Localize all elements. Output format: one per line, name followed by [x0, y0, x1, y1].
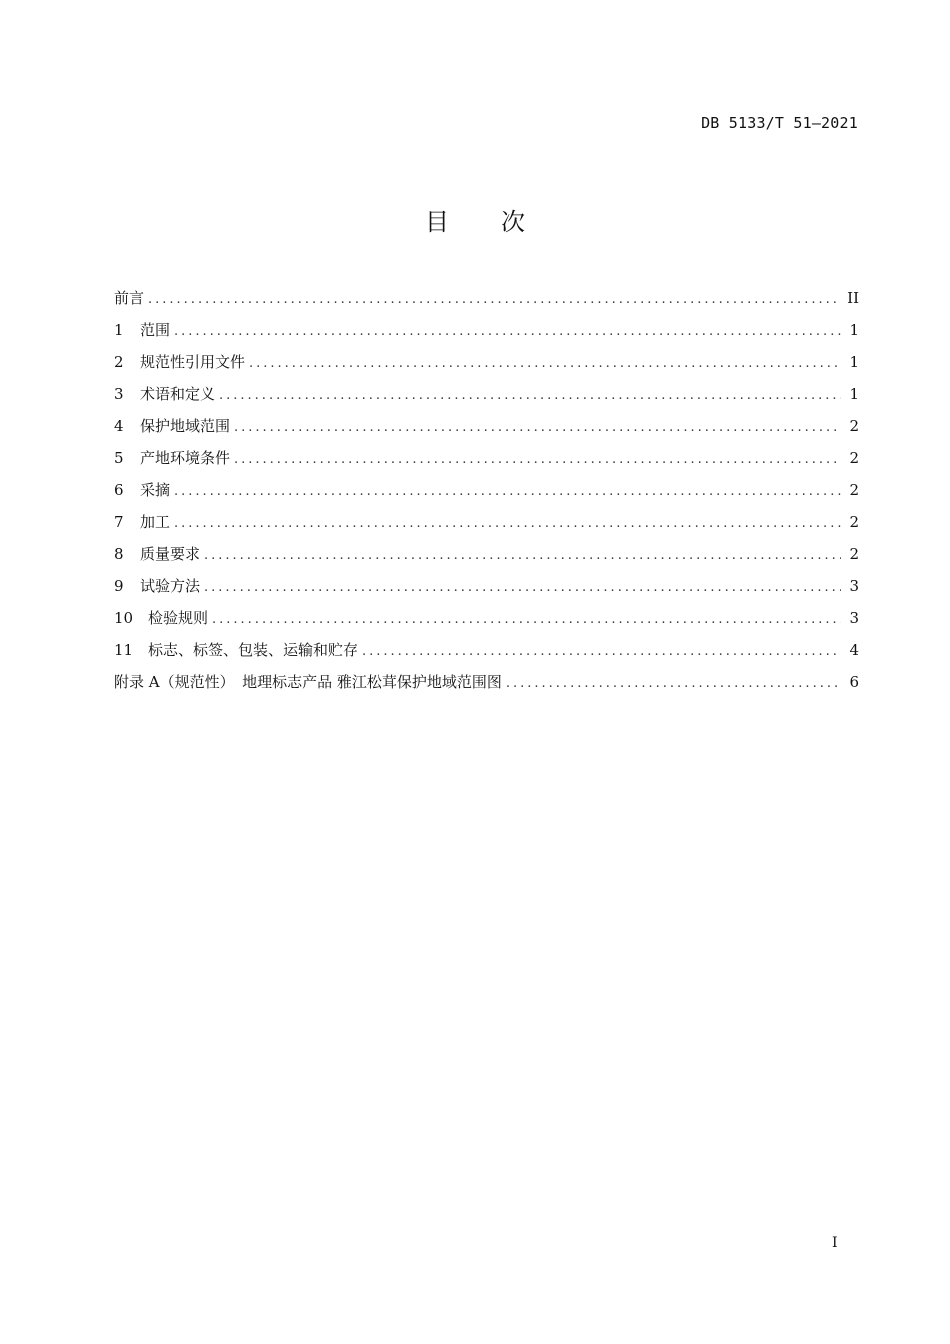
toc-leader [249, 356, 841, 371]
toc-entry-page: 3 [849, 609, 859, 627]
toc-leader [362, 644, 841, 659]
toc-entry-num: 1 [114, 321, 124, 339]
toc-entry-page: 6 [849, 673, 859, 691]
toc-entry-num: 11 [114, 641, 134, 659]
toc-entry-num: 8 [114, 545, 124, 563]
toc-entry-text: 检验规则 [148, 609, 209, 627]
toc-entry-text: 标志、标签、包装、运输和贮存 [148, 641, 359, 659]
toc-entry-num: 7 [114, 513, 124, 531]
toc-entry-page: 2 [849, 513, 859, 531]
toc-entry-num: 6 [114, 481, 124, 499]
toc-entry-text: 术语和定义 [140, 385, 216, 403]
toc-title: 目次 [425, 208, 577, 236]
toc-entry-8[interactable] [114, 543, 859, 575]
toc-leader [234, 452, 841, 467]
toc-list [114, 287, 859, 703]
toc-entry-2[interactable] [114, 351, 859, 383]
toc-entry-1[interactable] [114, 319, 859, 351]
toc-entry-page: II [847, 289, 859, 307]
toc-entry-page: 1 [849, 321, 859, 339]
toc-entry-text: 加工 [140, 513, 171, 531]
toc-entry-6[interactable] [114, 479, 859, 511]
toc-entry-text: 质量要求 [140, 545, 201, 563]
toc-entry-page: 2 [849, 417, 859, 435]
toc-entry-foreword[interactable] [114, 287, 859, 319]
toc-leader [234, 420, 841, 435]
toc-entry-text: 规范性引用文件 [140, 353, 246, 371]
toc-entry-num: 9 [114, 577, 124, 595]
toc-entry-text: 前言 [114, 289, 145, 307]
toc-entry-appendix-a[interactable] [114, 671, 859, 703]
toc-entry-page: 2 [849, 545, 859, 563]
toc-entry-num: 2 [114, 353, 124, 371]
toc-leader [174, 484, 841, 499]
toc-leader [506, 676, 841, 691]
toc-entry-num: 4 [114, 417, 124, 435]
toc-entry-page: 1 [849, 353, 859, 371]
toc-entry-num: 10 [114, 609, 134, 627]
toc-leader [204, 548, 841, 563]
toc-leader [204, 580, 841, 595]
toc-entry-num: 5 [114, 449, 124, 467]
toc-entry-text: 范围 [140, 321, 171, 339]
toc-entry-page: 2 [849, 481, 859, 499]
toc-leader [212, 612, 841, 627]
toc-entry-page: 3 [849, 577, 859, 595]
toc-entry-10[interactable] [114, 607, 859, 639]
toc-entry-text: 产地环境条件 [140, 449, 231, 467]
toc-leader [219, 388, 841, 403]
page-number: I [832, 1235, 838, 1251]
toc-entry-11[interactable] [114, 639, 859, 671]
toc-leader [174, 324, 841, 339]
toc-leader [148, 292, 841, 307]
toc-entry-text: 试验方法 [140, 577, 201, 595]
toc-entry-7[interactable] [114, 511, 859, 543]
toc-entry-9[interactable] [114, 575, 859, 607]
doc-code: DB 5133/T 51—2021 [701, 114, 858, 132]
toc-entry-page: 2 [849, 449, 859, 467]
toc-entry-3[interactable] [114, 383, 859, 415]
toc-entry-num: 3 [114, 385, 124, 403]
toc-entry-5[interactable] [114, 447, 859, 479]
toc-entry-4[interactable] [114, 415, 859, 447]
toc-entry-text: 采摘 [140, 481, 171, 499]
toc-entry-page: 1 [849, 385, 859, 403]
toc-entry-text: 附录 A（规范性） 地理标志产品 雅江松茸保护地域范围图 [114, 673, 502, 691]
toc-entry-text: 保护地域范围 [140, 417, 231, 435]
toc-entry-page: 4 [849, 641, 859, 659]
toc-leader [174, 516, 841, 531]
